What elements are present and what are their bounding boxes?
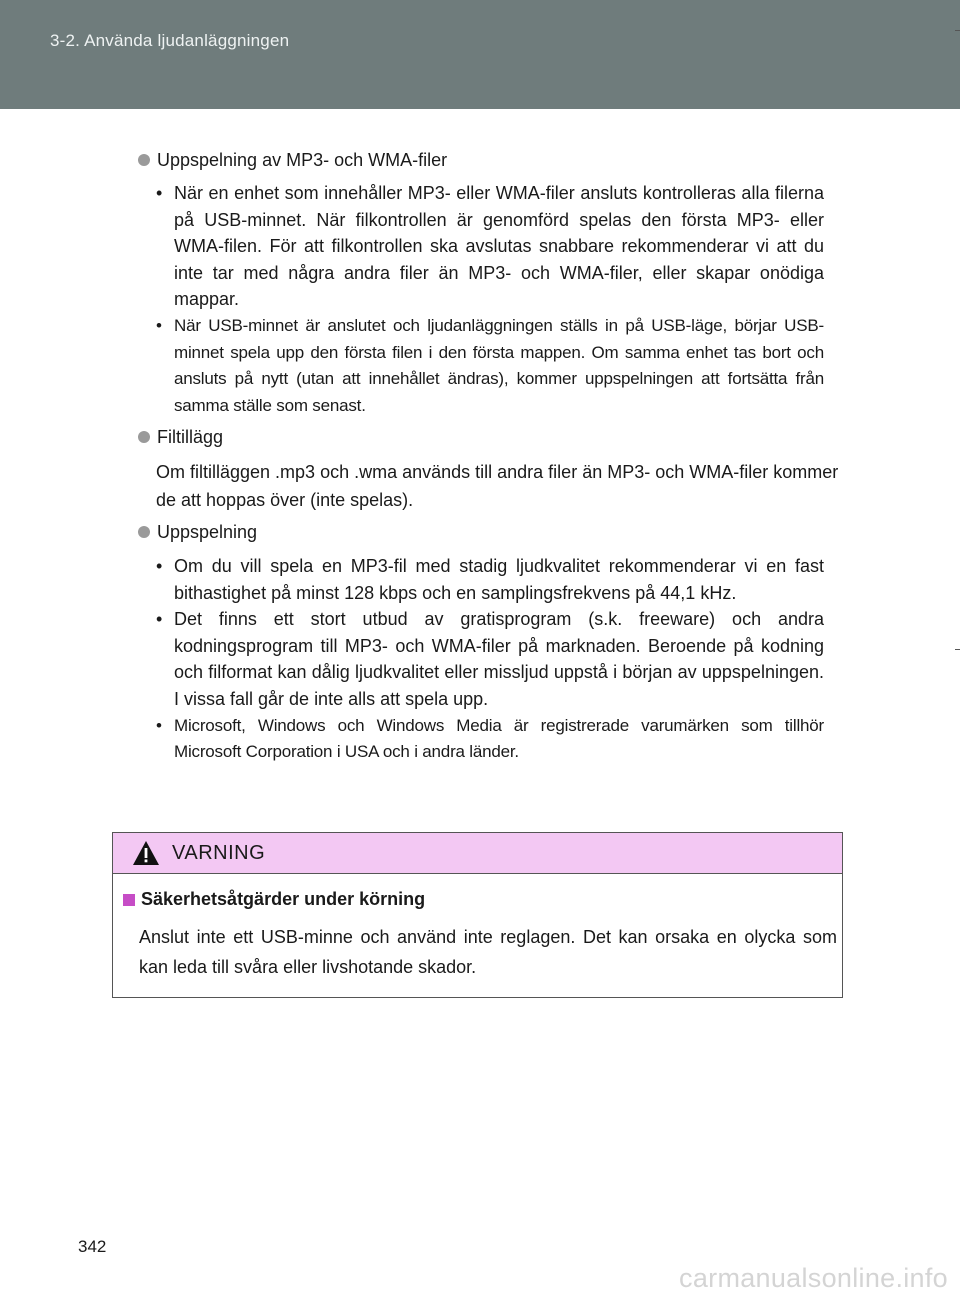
list-item: • Det finns ett stort utbud av gratisprogram (s.k. freeware) och andra kodningsprogram till MP3- och WMA-filer på marknaden. Beroende på kodning och filformat kan dålig ljudkvalitet eller missljud uppstå i början av uppspelningen. I vissa fall går de inte alls att spela upp.	[156, 609, 824, 709]
page-header	[0, 0, 960, 109]
page-number: 342	[78, 1237, 107, 1256]
crop-mark	[955, 30, 960, 31]
list-item-text: Om du vill spela en MP3-fil med stadig ljudkvalitet rekommenderar vi en fast bithastighet på minst 128 kbps och en samplingsfrekvens på 44,1 kHz.	[174, 556, 824, 603]
filtillagg-paragraph: Om filtilläggen .mp3 och .wma används till andra filer än MP3- och WMA-filer kommer de att hoppas över (inte spelas).	[156, 462, 839, 510]
warning-subheading-text: Säkerhetsåtgärder under körning	[141, 889, 426, 909]
heading-text: Filtillägg	[157, 427, 224, 447]
list-item: • Om du vill spela en MP3-fil med stadig ljudkvalitet rekommenderar vi en fast bithastighet på minst 128 kbps och en samplingsfrekvens på 44,1 kHz.	[156, 556, 824, 603]
bullet-dot-icon	[138, 431, 150, 443]
list-item-text: När en enhet som innehåller MP3- eller WMA-filer ansluts kontrolleras alla filerna på USB-minnet. När filkontrollen är genomförd spelas den första MP3- eller WMA-filen. För att filkontrollen ska avslutas snabbare rekommenderar vi att du inte tar med några andra filer än MP3- och WMA-filer, eller skapar onödiga mappar.	[174, 183, 824, 310]
bullet-dot-icon	[138, 526, 150, 538]
warning-subheading	[123, 889, 425, 910]
warning-triangle-icon	[132, 840, 160, 866]
bullet-dot-icon	[138, 154, 150, 166]
warning-title: VARNING	[172, 842, 266, 864]
warning-header	[113, 833, 842, 874]
bullet-list-uppspelning	[156, 553, 824, 766]
section-title: 3-2. Använda ljudanläggningen	[50, 31, 290, 50]
section-heading-filtillagg	[138, 424, 223, 450]
heading-text: Uppspelning	[157, 522, 258, 542]
list-item-text: Det finns ett stort utbud av gratisprogram (s.k. freeware) och andra kodningsprogram till MP3- och WMA-filer på marknaden. Beroende på kodning och filformat kan dålig ljudkvalitet eller missljud uppstå i början av uppspelningen. I vissa fall går de inte alls att spela upp.	[174, 609, 824, 709]
crop-mark	[955, 649, 960, 650]
heading-text: Uppspelning av MP3- och WMA-filer	[157, 150, 448, 170]
list-item-text: När USB-minnet är anslutet och ljudanläggningen ställs in på USB-läge, börjar USB-minnet spela upp den första filen i den första mappen. Om samma enhet tas bort och ansluts på nytt (utan att innehållet ändras), kommer uppspelningen att fortsätta från samma ställe som senast.	[174, 315, 824, 415]
list-item: • Microsoft, Windows och Windows Media är registrerade varumärken som tillhör Microsoft Corporation i USA och i andra länder.	[156, 715, 824, 762]
list-item: • När USB-minnet är anslutet och ljudanläggningen ställs in på USB-läge, börjar USB-minnet spela upp den första filen i den första mappen. Om samma enhet tas bort och ansluts på nytt (utan att innehållet ändras), kommer uppspelningen att fortsätta från samma ställe som senast.	[156, 315, 824, 415]
bullet-list-mp3-wma	[156, 180, 824, 419]
section-heading-uppspelning	[138, 519, 257, 545]
watermark: carmanualsonline.info	[679, 1263, 948, 1293]
list-item-text: Microsoft, Windows och Windows Media är registrerade varumärken som tillhör Microsoft Corporation i USA och i andra länder.	[174, 715, 824, 762]
square-bullet-icon	[123, 894, 135, 906]
section-heading-mp3-wma	[138, 147, 447, 173]
warning-text: Anslut inte ett USB-minne och använd inte reglagen. Det kan orsaka en olycka som kan leda till svåra eller livshotande skador.	[139, 927, 837, 977]
list-item: • När en enhet som innehåller MP3- eller WMA-filer ansluts kontrolleras alla filerna på USB-minnet. När filkontrollen är genomförd spelas den första MP3- eller WMA-filen. För att filkontrollen ska avslutas snabbare rekommenderar vi att du inte tar med några andra filer än MP3- och WMA-filer, eller skapar onödiga mappar.	[156, 183, 824, 310]
warning-box	[112, 832, 843, 998]
